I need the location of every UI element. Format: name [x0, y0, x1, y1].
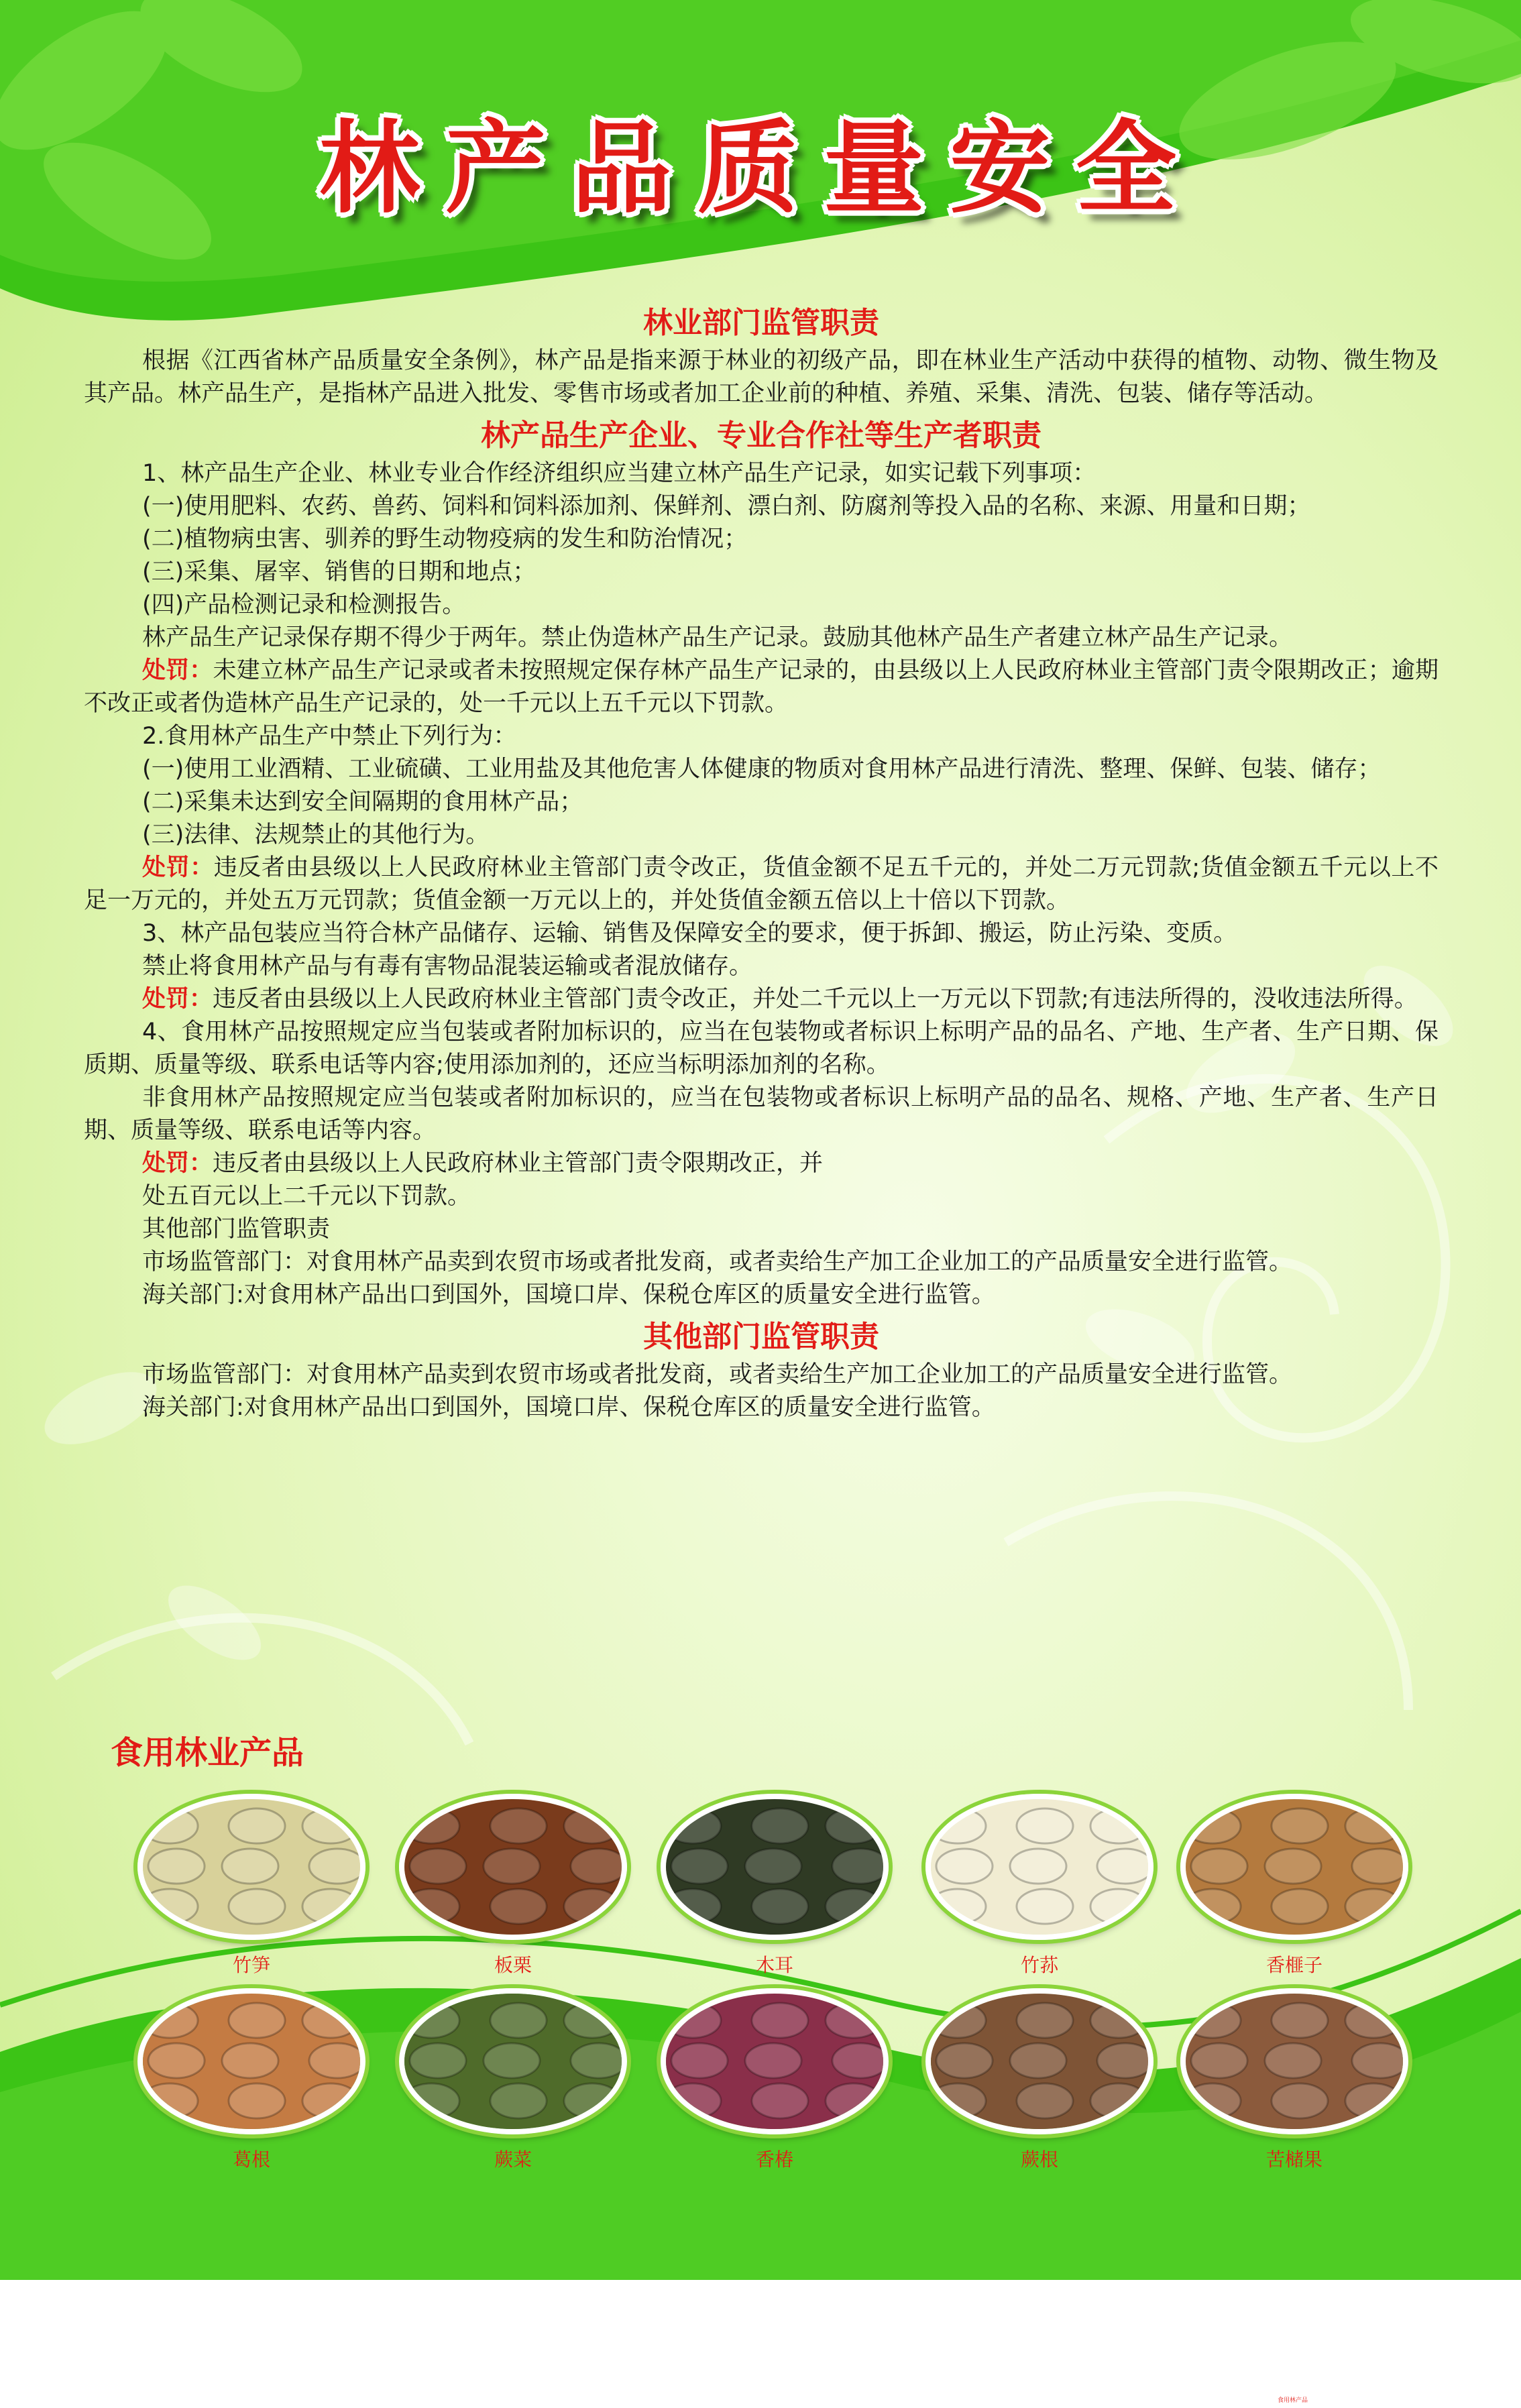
photo-texture [826, 2003, 882, 2038]
product-label: 苦槠果 [1265, 2148, 1322, 2171]
penalty-label: 处罚： [142, 854, 214, 881]
photo-texture [404, 1809, 459, 1843]
photo-texture [832, 1849, 883, 1884]
paragraph: (一)使用肥料、农药、兽药、饲料和饲料添加剂、保鲜剂、漂白剂、防腐剂等投入品的名称、来源、用量和日期； [142, 493, 1311, 520]
photo-texture [1272, 1809, 1328, 1843]
photo-texture [309, 2043, 360, 2078]
paragraph: 海关部门:对食用林产品出口到国外，国境口岸、保税仓库区的质量安全进行监管。 [142, 1281, 995, 1308]
penalty-paragraph [84, 1147, 1439, 1180]
product-item [1180, 1988, 1408, 2172]
photo-texture [490, 2083, 547, 2118]
photo-texture [410, 1849, 466, 1884]
photo-texture [931, 2083, 986, 2118]
photo-texture [1017, 1889, 1073, 1924]
photo-texture [1352, 1849, 1403, 1884]
penalty-paragraph [84, 852, 1439, 917]
photo-texture [302, 2083, 359, 2118]
photo-texture [564, 1889, 620, 1924]
photo-texture [229, 2003, 285, 2038]
photo-texture [1097, 1849, 1148, 1884]
photo-texture [1017, 2083, 1073, 2118]
section-heading-other-depts: 其他部门监管职责 [643, 1320, 879, 1354]
product-item [137, 1988, 365, 2172]
product-item [399, 1988, 627, 2172]
product-label: 竹笋 [232, 1954, 270, 1976]
footnote: 食用林产品 [1278, 2397, 1308, 2404]
penalty-text: 违反者由县级以上人民政府林业主管部门责令改正，并处二千元以上一万元以下罚款;有违法所得的，没收违法所得。 [213, 986, 1418, 1013]
photo-texture [745, 2043, 801, 2078]
photo-texture [931, 1889, 986, 1924]
photo-texture [490, 1889, 547, 1924]
photo-texture [229, 1809, 285, 1843]
photo-texture [1352, 2043, 1403, 2078]
product-photo-kudzu-root [137, 1988, 365, 2134]
photo-texture [1186, 2003, 1241, 2038]
product-gallery [0, 1717, 1521, 2280]
product-photo-bracken [399, 1988, 627, 2134]
photo-texture [410, 2043, 466, 2078]
photo-texture [571, 1849, 622, 1884]
photo-texture [309, 1849, 360, 1884]
photo-texture [490, 2003, 547, 2038]
product-label: 蕨菜 [494, 2148, 532, 2171]
paragraph: 2.食用林产品生产中禁止下列行为： [142, 723, 517, 750]
photo-texture [143, 1809, 198, 1843]
product-item [399, 1794, 627, 1977]
photo-texture [1090, 2083, 1147, 2118]
photo-texture [1272, 2003, 1328, 2038]
section-heading-forestry: 林业部门监管职责 [643, 306, 879, 340]
product-photo-wood-ear [661, 1794, 889, 1940]
paragraph: 市场监管部门：对食用林产品卖到农贸市场或者批发商，或者卖给生产加工企业加工的产品质量安全进行监管。 [142, 1249, 1293, 1275]
penalty-paragraph [84, 983, 1439, 1016]
product-photo-bamboo-fungus [925, 1794, 1153, 1940]
photo-texture [1345, 2003, 1402, 2038]
product-item [661, 1988, 889, 2172]
photo-texture [1345, 1809, 1402, 1843]
paragraph: 3、林产品包装应当符合林产品储存、运输、销售及保障安全的要求，便于拆卸、搬运，防止污染、变质。 [142, 920, 1237, 947]
photo-texture [490, 1809, 547, 1843]
photo-texture [143, 2003, 198, 2038]
photo-texture [1186, 1889, 1241, 1924]
penalty-label: 处罚： [142, 986, 213, 1013]
photo-texture [302, 1889, 359, 1924]
photo-texture [302, 2003, 359, 2038]
photo-texture [752, 1809, 808, 1843]
photo-texture [931, 1809, 986, 1843]
paragraph: 4、食用林产品按照规定应当包装或者附加标识的，应当在包装物或者标识上标明产品的品名、产地、生产者、生产日期、保质期、质量等级、联系电话等内容;使用添加剂的，还应当标明添加剂的名称。 [84, 1019, 1439, 1078]
photo-texture [1272, 1889, 1328, 1924]
photo-texture [1186, 2083, 1241, 2118]
main-content [84, 302, 1439, 1424]
product-label: 香榧子 [1265, 1954, 1322, 1976]
penalty-text: 未建立林产品生产记录或者未按照规定保存林产品生产记录的，由县级以上人民政府林业主管部门责令限期改正；逾期不改正或者伪造林产品生产记录的，处一千元以上五千元以下罚款。 [84, 657, 1439, 717]
photo-texture [1272, 2083, 1328, 2118]
product-label: 葛根 [232, 2148, 270, 2171]
photo-texture [936, 1849, 993, 1884]
photo-texture [671, 1849, 728, 1884]
page-title: 林产品质量安全 [319, 111, 1202, 227]
paragraph: 林产品生产记录保存期不得少于两年。禁止伪造林产品生产记录。鼓励其他林产品生产者建立林产品生产记录。 [142, 624, 1293, 651]
product-item [925, 1794, 1153, 1977]
photo-texture [1191, 1849, 1247, 1884]
photo-texture [143, 2083, 198, 2118]
photo-texture [1345, 1889, 1402, 1924]
photo-texture [666, 1809, 721, 1843]
photo-texture [1010, 2043, 1066, 2078]
product-photo-toon-sprout [661, 1988, 889, 2134]
photo-texture [229, 1889, 285, 1924]
photo-texture [752, 2083, 808, 2118]
product-item [137, 1794, 365, 1977]
paragraph: (一)使用工业酒精、工业硫磺、工业用盐及其他危害人体健康的物质对食用林产品进行清洗、整理、保鲜、包装、储存； [142, 756, 1382, 783]
photo-texture [1017, 1809, 1073, 1843]
paragraph: (二)采集未达到安全间隔期的食用林产品； [142, 789, 583, 815]
photo-texture [745, 1849, 801, 1884]
photo-texture [1191, 2043, 1247, 2078]
penalty-label: 处罚： [142, 1150, 213, 1177]
photo-texture [484, 2043, 540, 2078]
paragraph: (三)采集、屠宰、销售的日期和地点； [142, 559, 537, 585]
product-label: 木耳 [755, 1954, 793, 1976]
photo-texture [1090, 2003, 1147, 2038]
paragraph: 市场监管部门：对食用林产品卖到农贸市场或者批发商，或者卖给生产加工企业加工的产品质量安全进行监管。 [142, 1361, 1293, 1388]
product-label: 竹荪 [1020, 1954, 1058, 1976]
paragraph: 其他部门监管职责 [142, 1216, 331, 1243]
paragraph: 非食用林产品按照规定应当包装或者附加标识的，应当在包装物或者标识上标明产品的品名、规格、产地、生产者、生产日期、质量等级、联系电话等内容。 [84, 1084, 1439, 1144]
photo-texture [1010, 1849, 1066, 1884]
photo-texture [222, 1849, 278, 1884]
photo-texture [404, 2083, 459, 2118]
photo-texture [484, 1849, 540, 1884]
product-label: 香椿 [755, 2148, 793, 2171]
penalty-label: 处罚： [142, 657, 213, 684]
photo-texture [1017, 2003, 1073, 2038]
penalty-text: 违反者由县级以上人民政府林业主管部门责令改正，货值金额不足五千元的，并处二万元罚款;货值金额五千元以上不足一万元的，并处五万元罚款；货值金额一万元以上的，并处货值金额五倍以上十倍以下罚款。 [84, 854, 1439, 914]
photo-texture [1265, 2043, 1321, 2078]
photo-texture [1090, 1809, 1147, 1843]
paragraph: 禁止将食用林产品与有毒有害物品混装运输或者混放储存。 [142, 953, 753, 980]
products-heading: 食用林业产品 [111, 1734, 304, 1772]
product-photo-chestnut [399, 1794, 627, 1940]
product-photo-bamboo-shoot [137, 1794, 365, 1940]
photo-texture [1265, 1849, 1321, 1884]
photo-texture [752, 2003, 808, 2038]
photo-texture [1097, 2043, 1148, 2078]
photo-texture [671, 2043, 728, 2078]
photo-texture [229, 2083, 285, 2118]
paragraph: 海关部门:对食用林产品出口到国外，国境口岸、保税仓库区的质量安全进行监管。 [142, 1394, 995, 1421]
paragraph: (三)法律、法规禁止的其他行为。 [142, 821, 490, 848]
photo-texture [148, 2043, 205, 2078]
photo-texture [1090, 1889, 1147, 1924]
product-item [1180, 1794, 1408, 1977]
photo-texture [832, 2043, 883, 2078]
photo-texture [936, 2043, 993, 2078]
product-label: 蕨根 [1020, 2148, 1058, 2171]
photo-texture [564, 2003, 620, 2038]
photo-texture [302, 1809, 359, 1843]
paragraph: (四)产品检测记录和检测报告。 [142, 591, 466, 618]
photo-texture [571, 2043, 622, 2078]
photo-texture [752, 1889, 808, 1924]
product-label: 板栗 [494, 1954, 532, 1976]
photo-texture [148, 1849, 205, 1884]
section-heading-producers: 林产品生产企业、专业合作社等生产者职责 [481, 418, 1041, 453]
photo-texture [666, 1889, 721, 1924]
photo-texture [826, 2083, 882, 2118]
photo-texture [826, 1809, 882, 1843]
photo-texture [222, 2043, 278, 2078]
product-item [661, 1794, 889, 1977]
paragraph: 1、林产品生产企业、林业专业合作经济组织应当建立林产品生产记录，如实记载下列事项： [142, 460, 1096, 487]
paragraph: 根据《江西省林产品质量安全条例》，林产品是指来源于林业的初级产品，即在林业生产活动中获得的植物、动物、微生物及其产品。林产品生产，是指林产品进入批发、零售市场或者加工企业前的种植、养殖、采集、清洗、包装、储存等活动。 [84, 347, 1439, 407]
penalty-paragraph [84, 654, 1439, 720]
product-item [925, 1988, 1153, 2172]
product-photo-castanopsis-nut [1180, 1988, 1408, 2134]
paragraph: (二)植物病虫害、驯养的野生动物疫病的发生和防治情况； [142, 526, 748, 553]
paragraph: 处五百元以上二千元以下罚款。 [142, 1183, 471, 1210]
photo-texture [931, 2003, 986, 2038]
photo-texture [666, 2003, 721, 2038]
penalty-text: 违反者由县级以上人民政府林业主管部门责令限期改正，并 [213, 1150, 824, 1177]
photo-texture [826, 1889, 882, 1924]
photo-texture [1186, 1809, 1241, 1843]
photo-texture [1345, 2083, 1402, 2118]
product-photo-torreya-nut [1180, 1794, 1408, 1940]
product-photo-bracken-root [925, 1988, 1153, 2134]
photo-texture [564, 1809, 620, 1843]
photo-texture [404, 1889, 459, 1924]
photo-texture [404, 2003, 459, 2038]
photo-texture [143, 1889, 198, 1924]
photo-texture [564, 2083, 620, 2118]
photo-texture [666, 2083, 721, 2118]
